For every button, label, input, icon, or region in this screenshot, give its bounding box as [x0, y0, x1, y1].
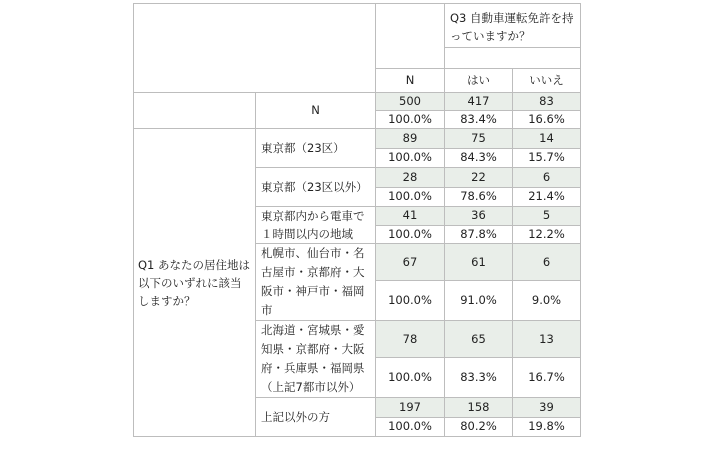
crosstab-table	[133, 3, 581, 437]
cell-n-pct: 100.0%	[376, 148, 445, 168]
cell-n-pct: 100.0%	[376, 358, 445, 398]
cell-no-pct: 19.8%	[513, 417, 581, 437]
cell-yes-pct: 87.8%	[445, 225, 513, 244]
cell-no-pct: 21.4%	[513, 187, 581, 207]
cell-n: 78	[376, 321, 445, 358]
cell-n: 197	[376, 398, 445, 418]
question3-spacer	[445, 47, 581, 68]
row-label: 東京都内から電車で１時間以内の地域	[256, 207, 376, 244]
header-spacer	[376, 4, 445, 69]
table-row-n	[134, 129, 581, 149]
cell-no: 13	[513, 321, 581, 358]
row-label: 札幌市、仙台市・名古屋市・京都府・大阪市・神戸市・福岡市	[256, 244, 376, 321]
column-header-no: いいえ	[513, 69, 581, 93]
cell-n: 28	[376, 168, 445, 188]
cell-no: 14	[513, 129, 581, 149]
total-pct-no: 16.6%	[513, 111, 581, 129]
row-label: 東京都（23区以外）	[256, 168, 376, 207]
column-header-yes: はい	[445, 69, 513, 93]
cell-no-pct: 12.2%	[513, 225, 581, 244]
cell-yes: 22	[445, 168, 513, 188]
cell-no-pct: 9.0%	[513, 281, 581, 321]
cell-yes: 61	[445, 244, 513, 281]
cell-no: 6	[513, 244, 581, 281]
question3-label: Q3 自動車運転免許を持っていますか？	[445, 4, 581, 48]
table-row-total-n	[134, 93, 581, 111]
cell-no: 39	[513, 398, 581, 418]
cell-n-pct: 100.0%	[376, 417, 445, 437]
total-n-no: 83	[513, 93, 581, 111]
cell-n-pct: 100.0%	[376, 225, 445, 244]
cell-yes-pct: 91.0%	[445, 281, 513, 321]
cell-yes: 158	[445, 398, 513, 418]
cell-yes-pct: 80.2%	[445, 417, 513, 437]
header-row-question	[134, 4, 581, 48]
cell-n-pct: 100.0%	[376, 281, 445, 321]
cell-n-pct: 100.0%	[376, 187, 445, 207]
total-pct-yes: 83.4%	[445, 111, 513, 129]
column-header-n: N	[376, 69, 445, 93]
total-n-yes: 417	[445, 93, 513, 111]
total-left-blank	[134, 93, 256, 129]
cell-no: 5	[513, 207, 581, 226]
total-pct-all: 100.0%	[376, 111, 445, 129]
cell-yes: 36	[445, 207, 513, 226]
cell-yes: 65	[445, 321, 513, 358]
row-label: 北海道・宮城県・愛知県・京都府・大阪府・兵庫県・福岡県（上記7都市以外）	[256, 321, 376, 398]
row-label: 上記以外の方	[256, 398, 376, 437]
cell-n: 41	[376, 207, 445, 226]
cell-n: 67	[376, 244, 445, 281]
total-label: N	[256, 93, 376, 129]
question1-label: Q1 あなたの居住地は以下のいずれに該当しますか？	[134, 129, 256, 437]
row-label: 東京都（23区）	[256, 129, 376, 168]
cell-yes: 75	[445, 129, 513, 149]
cell-no-pct: 16.7%	[513, 358, 581, 398]
cell-yes-pct: 84.3%	[445, 148, 513, 168]
cell-yes-pct: 83.3%	[445, 358, 513, 398]
cell-n: 89	[376, 129, 445, 149]
cell-no: 6	[513, 168, 581, 188]
corner-cell	[134, 4, 376, 93]
total-n-all: 500	[376, 93, 445, 111]
cell-yes-pct: 78.6%	[445, 187, 513, 207]
cell-no-pct: 15.7%	[513, 148, 581, 168]
